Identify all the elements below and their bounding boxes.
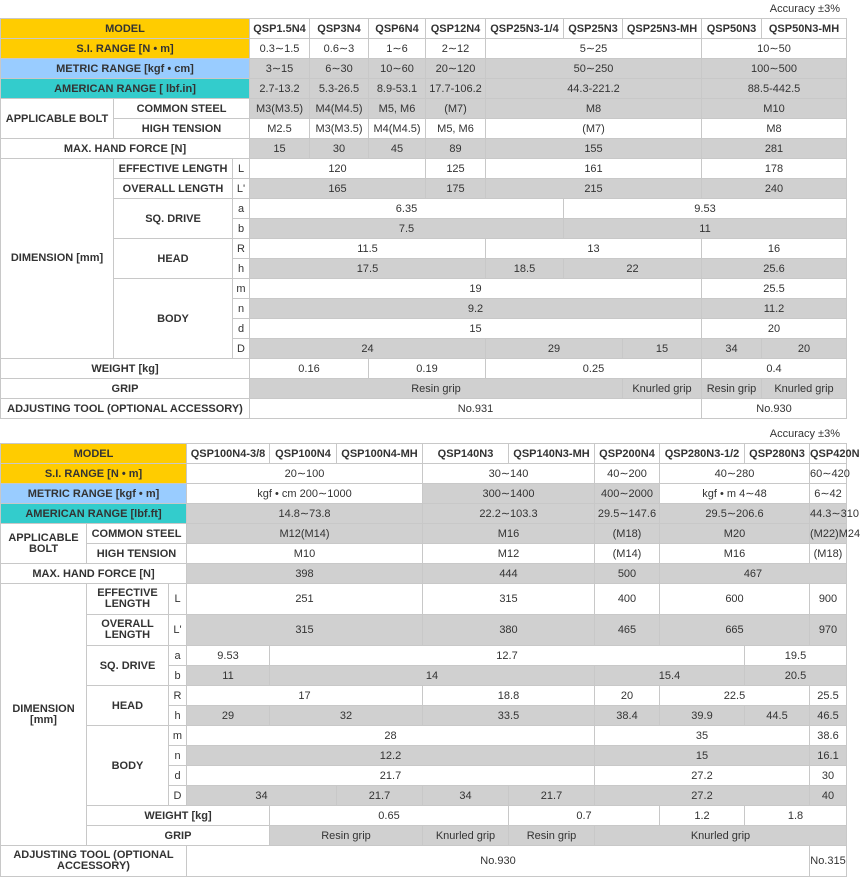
cell: 281 bbox=[702, 139, 847, 159]
adjusting-tool-label: ADJUSTING TOOL (OPTIONAL ACCESSORY) bbox=[1, 399, 250, 419]
cell: M5, M6 bbox=[426, 119, 486, 139]
cell: M10 bbox=[187, 544, 423, 564]
symbol: L' bbox=[169, 615, 187, 646]
model-name: QSP50N3-MH bbox=[762, 19, 847, 39]
cell: 0.4 bbox=[702, 359, 847, 379]
cell: 400 bbox=[595, 584, 660, 615]
si-range-label: S.I. RANGE [N • m] bbox=[1, 39, 250, 59]
symbol: n bbox=[233, 299, 250, 319]
cell: 19 bbox=[250, 279, 702, 299]
metric-range-label: METRIC RANGE [kgf • cm] bbox=[1, 59, 250, 79]
cell: M16 bbox=[660, 544, 810, 564]
model-name: QSP50N3 bbox=[702, 19, 762, 39]
effective-length-row bbox=[1, 159, 847, 179]
cell: 11.5 bbox=[250, 239, 486, 259]
cell: 398 bbox=[187, 564, 423, 584]
cell: 444 bbox=[423, 564, 595, 584]
cell: 20 bbox=[702, 319, 847, 339]
cell: 39.9 bbox=[660, 706, 745, 726]
high-tension-row bbox=[1, 119, 847, 139]
symbol: m bbox=[233, 279, 250, 299]
dimension-label: DIMENSION [mm] bbox=[1, 584, 87, 846]
cell: 46.5 bbox=[810, 706, 847, 726]
cell: M4(M4.5) bbox=[310, 99, 369, 119]
cell: (M18) bbox=[595, 524, 660, 544]
cell: 20.5 bbox=[745, 666, 847, 686]
cell: 0.25 bbox=[486, 359, 702, 379]
cell: 17.7-106.2 bbox=[426, 79, 486, 99]
weight-label: WEIGHT [kg] bbox=[87, 806, 270, 826]
cell: 1.2 bbox=[660, 806, 745, 826]
cell: 178 bbox=[702, 159, 847, 179]
cell: No.931 bbox=[250, 399, 702, 419]
cell: 11.2 bbox=[702, 299, 847, 319]
model-name: QSP140N3-MH bbox=[509, 444, 595, 464]
cell: 161 bbox=[486, 159, 702, 179]
model-row bbox=[1, 444, 847, 464]
cell: 22 bbox=[564, 259, 702, 279]
cell: No.930 bbox=[187, 846, 810, 877]
si-range-row bbox=[1, 464, 847, 484]
model-label: MODEL bbox=[1, 444, 187, 464]
cell: 165 bbox=[250, 179, 426, 199]
cell: (M22)M24 bbox=[810, 524, 847, 544]
cell: 14.8∼73.8 bbox=[187, 504, 423, 524]
cell: Knurled grip bbox=[595, 826, 847, 846]
cell: 1∼6 bbox=[369, 39, 426, 59]
cell: 34 bbox=[423, 786, 509, 806]
cell: 20 bbox=[595, 686, 660, 706]
cell: M3(M3.5) bbox=[310, 119, 369, 139]
cell: 11 bbox=[187, 666, 270, 686]
si-range-row bbox=[1, 39, 847, 59]
model-name: QSP100N4 bbox=[270, 444, 337, 464]
symbol: d bbox=[233, 319, 250, 339]
cell: 20 bbox=[762, 339, 847, 359]
cell: 380 bbox=[423, 615, 595, 646]
cell: 300∼1400 bbox=[423, 484, 595, 504]
cell: 20∼120 bbox=[426, 59, 486, 79]
cell: 15 bbox=[250, 319, 702, 339]
cell: 38.6 bbox=[810, 726, 847, 746]
cell: 6∼42 bbox=[810, 484, 847, 504]
effective-length-label: EFFECTIVE LENGTH bbox=[114, 159, 233, 179]
high-tension-label: HIGH TENSION bbox=[114, 119, 250, 139]
weight-row bbox=[1, 359, 847, 379]
cell: 34 bbox=[187, 786, 337, 806]
cell: 465 bbox=[595, 615, 660, 646]
symbol: D bbox=[233, 339, 250, 359]
american-range-row bbox=[1, 504, 847, 524]
cell: 665 bbox=[660, 615, 810, 646]
grip-label: GRIP bbox=[1, 379, 250, 399]
symbol: b bbox=[233, 219, 250, 239]
symbol: D bbox=[169, 786, 187, 806]
common-steel-label: COMMON STEEL bbox=[114, 99, 250, 119]
cell: 50∼250 bbox=[486, 59, 702, 79]
cell: 29.5∼147.6 bbox=[595, 504, 660, 524]
cell: 2∼12 bbox=[426, 39, 486, 59]
cell: 3∼15 bbox=[250, 59, 310, 79]
cell: 29 bbox=[486, 339, 623, 359]
cell: 28 bbox=[187, 726, 595, 746]
common-steel-label: COMMON STEEL bbox=[87, 524, 187, 544]
weight-row bbox=[1, 806, 847, 826]
metric-range-row bbox=[1, 59, 847, 79]
spec-table-1 bbox=[0, 18, 847, 419]
cell: 315 bbox=[423, 584, 595, 615]
cell: 25.5 bbox=[810, 686, 847, 706]
cell: M3(M3.5) bbox=[250, 99, 310, 119]
common-steel-row bbox=[1, 99, 847, 119]
model-label: MODEL bbox=[1, 19, 250, 39]
cell: M8 bbox=[486, 99, 702, 119]
cell: 1.8 bbox=[745, 806, 847, 826]
model-name: QSP1.5N4 bbox=[250, 19, 310, 39]
cell: Resin grip bbox=[270, 826, 423, 846]
cell: 17 bbox=[187, 686, 423, 706]
symbol: a bbox=[169, 646, 187, 666]
body-label: BODY bbox=[114, 279, 233, 359]
effective-length-row bbox=[1, 584, 847, 615]
cell: 120 bbox=[250, 159, 426, 179]
head-label: HEAD bbox=[87, 686, 169, 726]
overall-length-row bbox=[1, 615, 847, 646]
adjusting-tool-row bbox=[1, 846, 847, 877]
cell: kgf • m 4∼48 bbox=[660, 484, 810, 504]
cell: 600 bbox=[660, 584, 810, 615]
cell: 9.53 bbox=[187, 646, 270, 666]
model-name: QSP280N3-1/2 bbox=[660, 444, 745, 464]
symbol: L' bbox=[233, 179, 250, 199]
cell: 6∼30 bbox=[310, 59, 369, 79]
cell: 44.5 bbox=[745, 706, 810, 726]
body-m-row bbox=[1, 279, 847, 299]
cell: 16.1 bbox=[810, 746, 847, 766]
cell: 13 bbox=[486, 239, 702, 259]
grip-row bbox=[1, 379, 847, 399]
hand-force-label: MAX. HAND FORCE [N] bbox=[1, 139, 250, 159]
overall-length-label: OVERALL LENGTH bbox=[114, 179, 233, 199]
cell: M12 bbox=[423, 544, 595, 564]
hand-force-row bbox=[1, 139, 847, 159]
cell: 10∼60 bbox=[369, 59, 426, 79]
cell: 0.16 bbox=[250, 359, 369, 379]
cell: 12.2 bbox=[187, 746, 595, 766]
adjusting-tool-label: ADJUSTING TOOL (OPTIONAL ACCESSORY) bbox=[1, 846, 187, 877]
cell: 0.3∼1.5 bbox=[250, 39, 310, 59]
body-m-row bbox=[1, 726, 847, 746]
cell: 15 bbox=[250, 139, 310, 159]
cell: 32 bbox=[270, 706, 423, 726]
cell: 7.5 bbox=[250, 219, 564, 239]
cell: 25.6 bbox=[702, 259, 847, 279]
body-label: BODY bbox=[87, 726, 169, 806]
overall-length-label: OVERALL LENGTH bbox=[87, 615, 169, 646]
grip-row bbox=[1, 826, 847, 846]
cell: 970 bbox=[810, 615, 847, 646]
high-tension-label: HIGH TENSION bbox=[87, 544, 187, 564]
symbol: h bbox=[233, 259, 250, 279]
cell: 35 bbox=[595, 726, 810, 746]
cell: M20 bbox=[660, 524, 810, 544]
model-name: QSP25N3-MH bbox=[623, 19, 702, 39]
cell: 0.65 bbox=[270, 806, 509, 826]
cell: 40∼280 bbox=[660, 464, 810, 484]
cell: 34 bbox=[702, 339, 762, 359]
cell: No.930 bbox=[702, 399, 847, 419]
cell: Resin grip bbox=[509, 826, 595, 846]
sq-drive-label: SQ. DRIVE bbox=[114, 199, 233, 239]
symbol: m bbox=[169, 726, 187, 746]
cell: 30 bbox=[310, 139, 369, 159]
model-row bbox=[1, 19, 847, 39]
dimension-label: DIMENSION [mm] bbox=[1, 159, 114, 359]
cell: 29.5∼206.6 bbox=[660, 504, 810, 524]
cell: Resin grip bbox=[702, 379, 762, 399]
cell: 155 bbox=[486, 139, 702, 159]
symbol: h bbox=[169, 706, 187, 726]
cell: 30 bbox=[810, 766, 847, 786]
cell: 17.5 bbox=[250, 259, 486, 279]
cell: 0.6∼3 bbox=[310, 39, 369, 59]
cell: 27.2 bbox=[595, 766, 810, 786]
cell: 89 bbox=[426, 139, 486, 159]
cell: 21.7 bbox=[187, 766, 595, 786]
cell: 16 bbox=[702, 239, 847, 259]
cell: 251 bbox=[187, 584, 423, 615]
cell: 45 bbox=[369, 139, 426, 159]
cell: 88.5-442.5 bbox=[702, 79, 847, 99]
cell: 175 bbox=[426, 179, 486, 199]
cell: 18.8 bbox=[423, 686, 595, 706]
cell: M5, M6 bbox=[369, 99, 426, 119]
symbol: L bbox=[169, 584, 187, 615]
cell: 38.4 bbox=[595, 706, 660, 726]
cell: 0.7 bbox=[509, 806, 660, 826]
hand-force-label: MAX. HAND FORCE [N] bbox=[1, 564, 187, 584]
cell: (M7) bbox=[486, 119, 702, 139]
cell: M10 bbox=[702, 99, 847, 119]
cell: 19.5 bbox=[745, 646, 847, 666]
cell: 2.7-13.2 bbox=[250, 79, 310, 99]
model-name: QSP100N4-3/8 bbox=[187, 444, 270, 464]
cell: 60∼420 bbox=[810, 464, 847, 484]
high-tension-row bbox=[1, 544, 847, 564]
cell: M16 bbox=[423, 524, 595, 544]
cell: 21.7 bbox=[509, 786, 595, 806]
cell: 10∼50 bbox=[702, 39, 847, 59]
symbol: R bbox=[169, 686, 187, 706]
cell: 20∼100 bbox=[187, 464, 423, 484]
cell: 27.2 bbox=[595, 786, 810, 806]
cell: 0.19 bbox=[369, 359, 486, 379]
cell: (M7) bbox=[426, 99, 486, 119]
cell: 44.3∼310 bbox=[810, 504, 847, 524]
cell: 11 bbox=[564, 219, 847, 239]
cell: 24 bbox=[250, 339, 486, 359]
symbol: R bbox=[233, 239, 250, 259]
sq-drive-a-row bbox=[1, 646, 847, 666]
cell: 29 bbox=[187, 706, 270, 726]
american-range-label: AMERICAN RANGE [lbf.ft] bbox=[1, 504, 187, 524]
symbol: d bbox=[169, 766, 187, 786]
cell: 400∼2000 bbox=[595, 484, 660, 504]
cell: 18.5 bbox=[486, 259, 564, 279]
cell: 14 bbox=[270, 666, 595, 686]
cell: 15 bbox=[623, 339, 702, 359]
cell: 44.3-221.2 bbox=[486, 79, 702, 99]
symbol: L bbox=[233, 159, 250, 179]
american-range-label: AMERICAN RANGE [ lbf.in] bbox=[1, 79, 250, 99]
si-range-label: S.I. RANGE [N • m] bbox=[1, 464, 187, 484]
cell: 900 bbox=[810, 584, 847, 615]
cell: 21.7 bbox=[337, 786, 423, 806]
cell: 9.2 bbox=[250, 299, 702, 319]
effective-length-label: EFFECTIVE LENGTH bbox=[87, 584, 169, 615]
cell: Knurled grip bbox=[423, 826, 509, 846]
cell: 8.9-53.1 bbox=[369, 79, 426, 99]
cell: M4(M4.5) bbox=[369, 119, 426, 139]
symbol: b bbox=[169, 666, 187, 686]
cell: 125 bbox=[426, 159, 486, 179]
cell: kgf • cm 200∼1000 bbox=[187, 484, 423, 504]
cell: (M14) bbox=[595, 544, 660, 564]
symbol: a bbox=[233, 199, 250, 219]
common-steel-row bbox=[1, 524, 847, 544]
accuracy-note-1: Accuracy ±3% bbox=[769, 3, 840, 15]
cell: 5.3-26.5 bbox=[310, 79, 369, 99]
applicable-bolt-label: APPLICABLE BOLT bbox=[1, 99, 114, 139]
head-r-row bbox=[1, 239, 847, 259]
spec-table-2 bbox=[0, 443, 860, 877]
model-name: QSP25N3 bbox=[564, 19, 623, 39]
cell: 22.2∼103.3 bbox=[423, 504, 595, 524]
cell: 15.4 bbox=[595, 666, 745, 686]
cell: M2.5 bbox=[250, 119, 310, 139]
sq-drive-a-row bbox=[1, 199, 847, 219]
metric-range-row bbox=[1, 484, 847, 504]
model-name: QSP12N4 bbox=[426, 19, 486, 39]
cell: 33.5 bbox=[423, 706, 595, 726]
accuracy-note-2: Accuracy ±3% bbox=[769, 428, 840, 440]
cell: 215 bbox=[486, 179, 702, 199]
model-name: QSP420N bbox=[810, 444, 847, 464]
symbol: n bbox=[169, 746, 187, 766]
grip-label: GRIP bbox=[87, 826, 270, 846]
cell: 9.53 bbox=[564, 199, 847, 219]
cell: 6.35 bbox=[250, 199, 564, 219]
cell: M12(M14) bbox=[187, 524, 423, 544]
cell: 22.5 bbox=[660, 686, 810, 706]
weight-label: WEIGHT [kg] bbox=[1, 359, 250, 379]
cell: 5∼25 bbox=[486, 39, 702, 59]
cell: No.315 bbox=[810, 846, 847, 877]
cell: M8 bbox=[702, 119, 847, 139]
model-name: QSP280N3 bbox=[745, 444, 810, 464]
hand-force-row bbox=[1, 564, 847, 584]
model-name: QSP200N4 bbox=[595, 444, 660, 464]
overall-length-row bbox=[1, 179, 847, 199]
cell: 315 bbox=[187, 615, 423, 646]
sq-drive-label: SQ. DRIVE bbox=[87, 646, 169, 686]
cell: Knurled grip bbox=[762, 379, 847, 399]
applicable-bolt-label: APPLICABLE BOLT bbox=[1, 524, 87, 564]
model-name: QSP100N4-MH bbox=[337, 444, 423, 464]
adjusting-tool-row bbox=[1, 399, 847, 419]
cell: 240 bbox=[702, 179, 847, 199]
model-name: QSP3N4 bbox=[310, 19, 369, 39]
head-label: HEAD bbox=[114, 239, 233, 279]
model-name: QSP140N3 bbox=[423, 444, 509, 464]
cell: Knurled grip bbox=[623, 379, 702, 399]
cell: 30∼140 bbox=[423, 464, 595, 484]
cell: Resin grip bbox=[250, 379, 623, 399]
cell: (M18) bbox=[810, 544, 847, 564]
cell: 25.5 bbox=[702, 279, 847, 299]
cell: 467 bbox=[660, 564, 847, 584]
model-name: QSP6N4 bbox=[369, 19, 426, 39]
cell: 40 bbox=[810, 786, 847, 806]
metric-range-label: METRIC RANGE [kgf • m] bbox=[1, 484, 187, 504]
head-r-row bbox=[1, 686, 847, 706]
model-name: QSP25N3-1/4 bbox=[486, 19, 564, 39]
cell: 500 bbox=[595, 564, 660, 584]
american-range-row bbox=[1, 79, 847, 99]
cell: 100∼500 bbox=[702, 59, 847, 79]
cell: 12.7 bbox=[270, 646, 745, 666]
cell: 15 bbox=[595, 746, 810, 766]
cell: 40∼200 bbox=[595, 464, 660, 484]
